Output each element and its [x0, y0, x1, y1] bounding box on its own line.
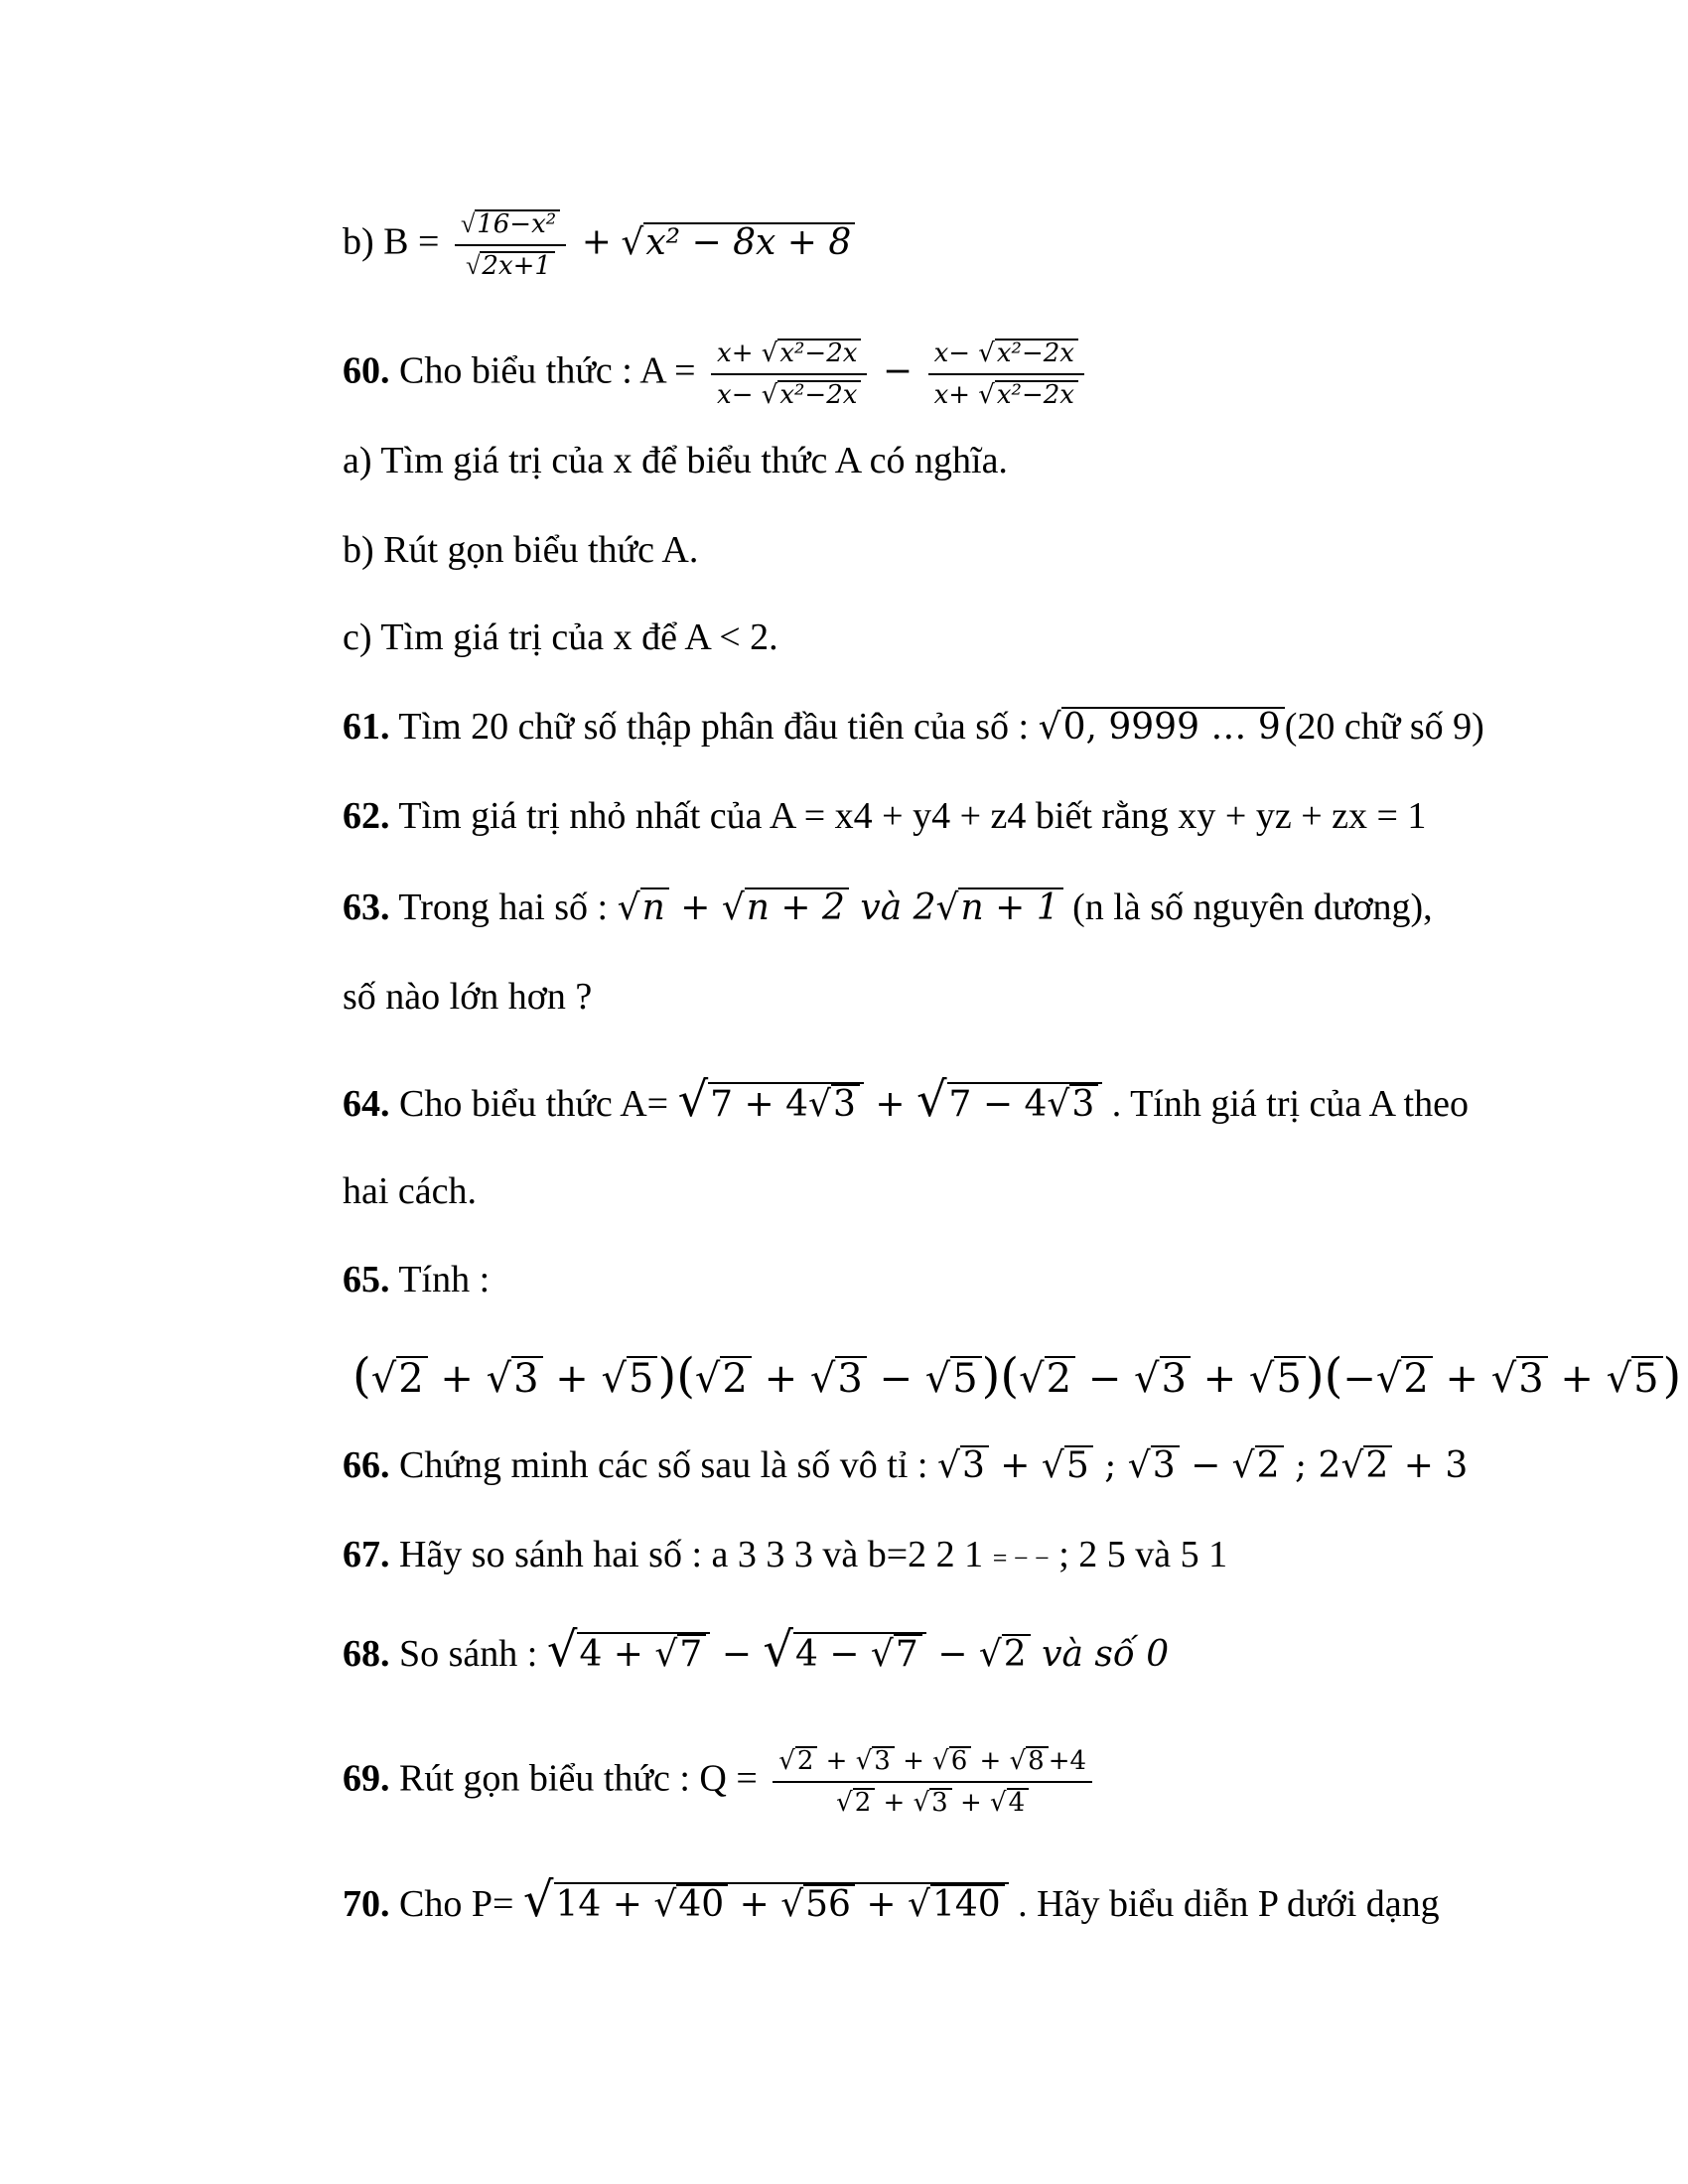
problem-68: 68. So sánh : √4 + √7 − √4 − √7 − √2 và số 0 — [343, 1622, 1170, 1678]
fraction-B: $\frac{\text{√16−x²}}{√2x+1}$ — [455, 208, 566, 282]
problem-60b: b) Rút gọn biểu thức A. — [343, 529, 699, 571]
problem-65: 65. Tính : — [343, 1259, 491, 1300]
problem-60: 60. Cho biểu thức : A = $\frac{\text{x+ √x²−2x}}{\text{x− √x²−2x}}$ − $\frac{\text{x− √x²−2x}}{\text{x+ √x²−2x}}$ — [343, 338, 1090, 411]
fraction-60-1: $\frac{\text{x+ √x²−2x}}{\text{x− √x²−2x}}$ — [711, 338, 867, 411]
problem-70: 70. Cho P= √14 + √40 + √56 + √140 . Hãy biểu diễn P dưới dạng — [343, 1872, 1440, 1928]
problem-61: 61. Tìm 20 chữ số thập phân đầu tiên của số : √0, 9999 … 9 (20 chữ số 9) — [343, 706, 1484, 748]
problem-62: 62. Tìm giá trị nhỏ nhất của A = x4 + y4 + z4 biết rằng xy + yz + zx = 1 — [343, 795, 1427, 837]
line-b-B: b) B = $\frac{\text{√16−x²}}{√2x+1}$ + √x² − 8x + 8 — [343, 208, 855, 282]
problem-66: 66. Chứng minh các số sau là số vô tỉ : √3 + √5 ; √3 − √2 ; 2√2 + 3 — [343, 1444, 1469, 1486]
problem-63-cont: số nào lớn hơn ? — [343, 976, 593, 1018]
fraction-Q: $\frac{√2 + √3 + √6 + √8 +4}{√2 + √3 + √4}$ — [773, 1745, 1092, 1819]
problem-63: 63. Trong hai số : √n + √n + 2 và 2√n + 1 (n là số nguyên dương), — [343, 887, 1433, 928]
problem-64-cont: hai cách. — [343, 1170, 478, 1212]
problem-64: 64. Cho biểu thức A= √7 + 4√3 + √7 − 4√3 . Tính giá trị của A theo — [343, 1072, 1469, 1128]
problem-60a: a) Tìm giá trị của x để biểu thức A có nghĩa. — [343, 440, 1008, 481]
problem-67: 67. Hãy so sánh hai số : a 3 3 3 và b=2 2 1 = − − ; 2 5 và 5 1 — [343, 1534, 1228, 1575]
problem-60c: c) Tìm giá trị của x để A < 2. — [343, 616, 778, 658]
problem-65-expression: (√2 + √3 + √5)(√2 + √3 − √5)(√2 − √3 + √5)(−√2 + √3 + √5) — [352, 1348, 1682, 1404]
fraction-60-2: $\frac{\text{x− √x²−2x}}{\text{x+ √x²−2x}}$ — [928, 338, 1084, 411]
problem-69: 69. Rút gọn biểu thức : Q = $\frac{√2 + √3 + √6 + √8 +4}{√2 + √3 + √4}$ — [343, 1745, 1098, 1819]
